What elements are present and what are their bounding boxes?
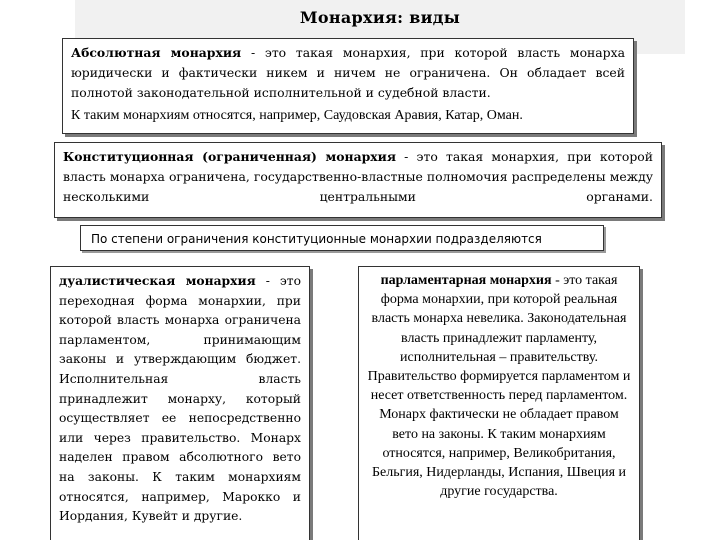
constitutional-monarchy-term: Конституционная (ограниченная) монархия [63,149,396,164]
dualistic-monarchy-box [50,266,310,540]
dualistic-monarchy-definition [59,271,301,527]
dualistic-monarchy-text: - это переходная форма монархии, при которой власть монарха ограничена парламентом, принимающим законы и утверждающим бюджет. Исполнительная власть принадлежит монарху, который осуществляет ее непосредственно или через правительство. Монарх наделен правом абсолютного вето на законы. К таким монархиям относятся, например, Марокко и Иордания, Кувейт и другие. [59,274,301,524]
absolute-monarchy-definition [71,43,625,103]
absolute-monarchy-examples: К таким монархиям относятся, например, Саудовская Аравия, Катар, Оман. [71,108,523,123]
constitutional-monarchy-text: - это такая монархия, при которой власть монарха ограничена, государственно-властные полномочия распределены между несколькими центральными органами. [63,149,653,204]
degree-note-box [80,225,604,251]
absolute-monarchy-term: Абсолютная монархия [71,45,242,60]
absolute-monarchy-box [62,38,634,134]
parliamentary-monarchy-box [358,266,640,540]
degree-note-text: По степени ограничения конституционные монархии подразделяются [91,232,542,246]
constitutional-monarchy-definition [63,147,653,207]
page-title: Монархия: виды [299,8,461,27]
constitutional-monarchy-box [54,142,662,218]
dualistic-monarchy-term: дуалистическая монархия [59,273,256,288]
parliamentary-monarchy-text: - это такая форма монархии, при которой реальная власть монарха невелика. Законодательная власть принадлежит парламенту, исполнительная – правительству. Правительство формируется парламентом и несет ответственность перед парламентом. Монарх фактически не обладает правом вето на законы. К таким монархиям относятся, например, Великобритания, Бельгия, Нидерланды, Испания, Швеция и другие государства. [367,273,631,500]
absolute-monarchy-text: - это такая монархия, при которой власть монарха юридически и фактически никем и ничем не ограничена. Он обладает всей полнотой законодательной исполнительной и судебной власти. [71,45,625,100]
parliamentary-monarchy-definition [367,271,631,501]
parliamentary-monarchy-term: парламентарная монархия [380,273,552,288]
